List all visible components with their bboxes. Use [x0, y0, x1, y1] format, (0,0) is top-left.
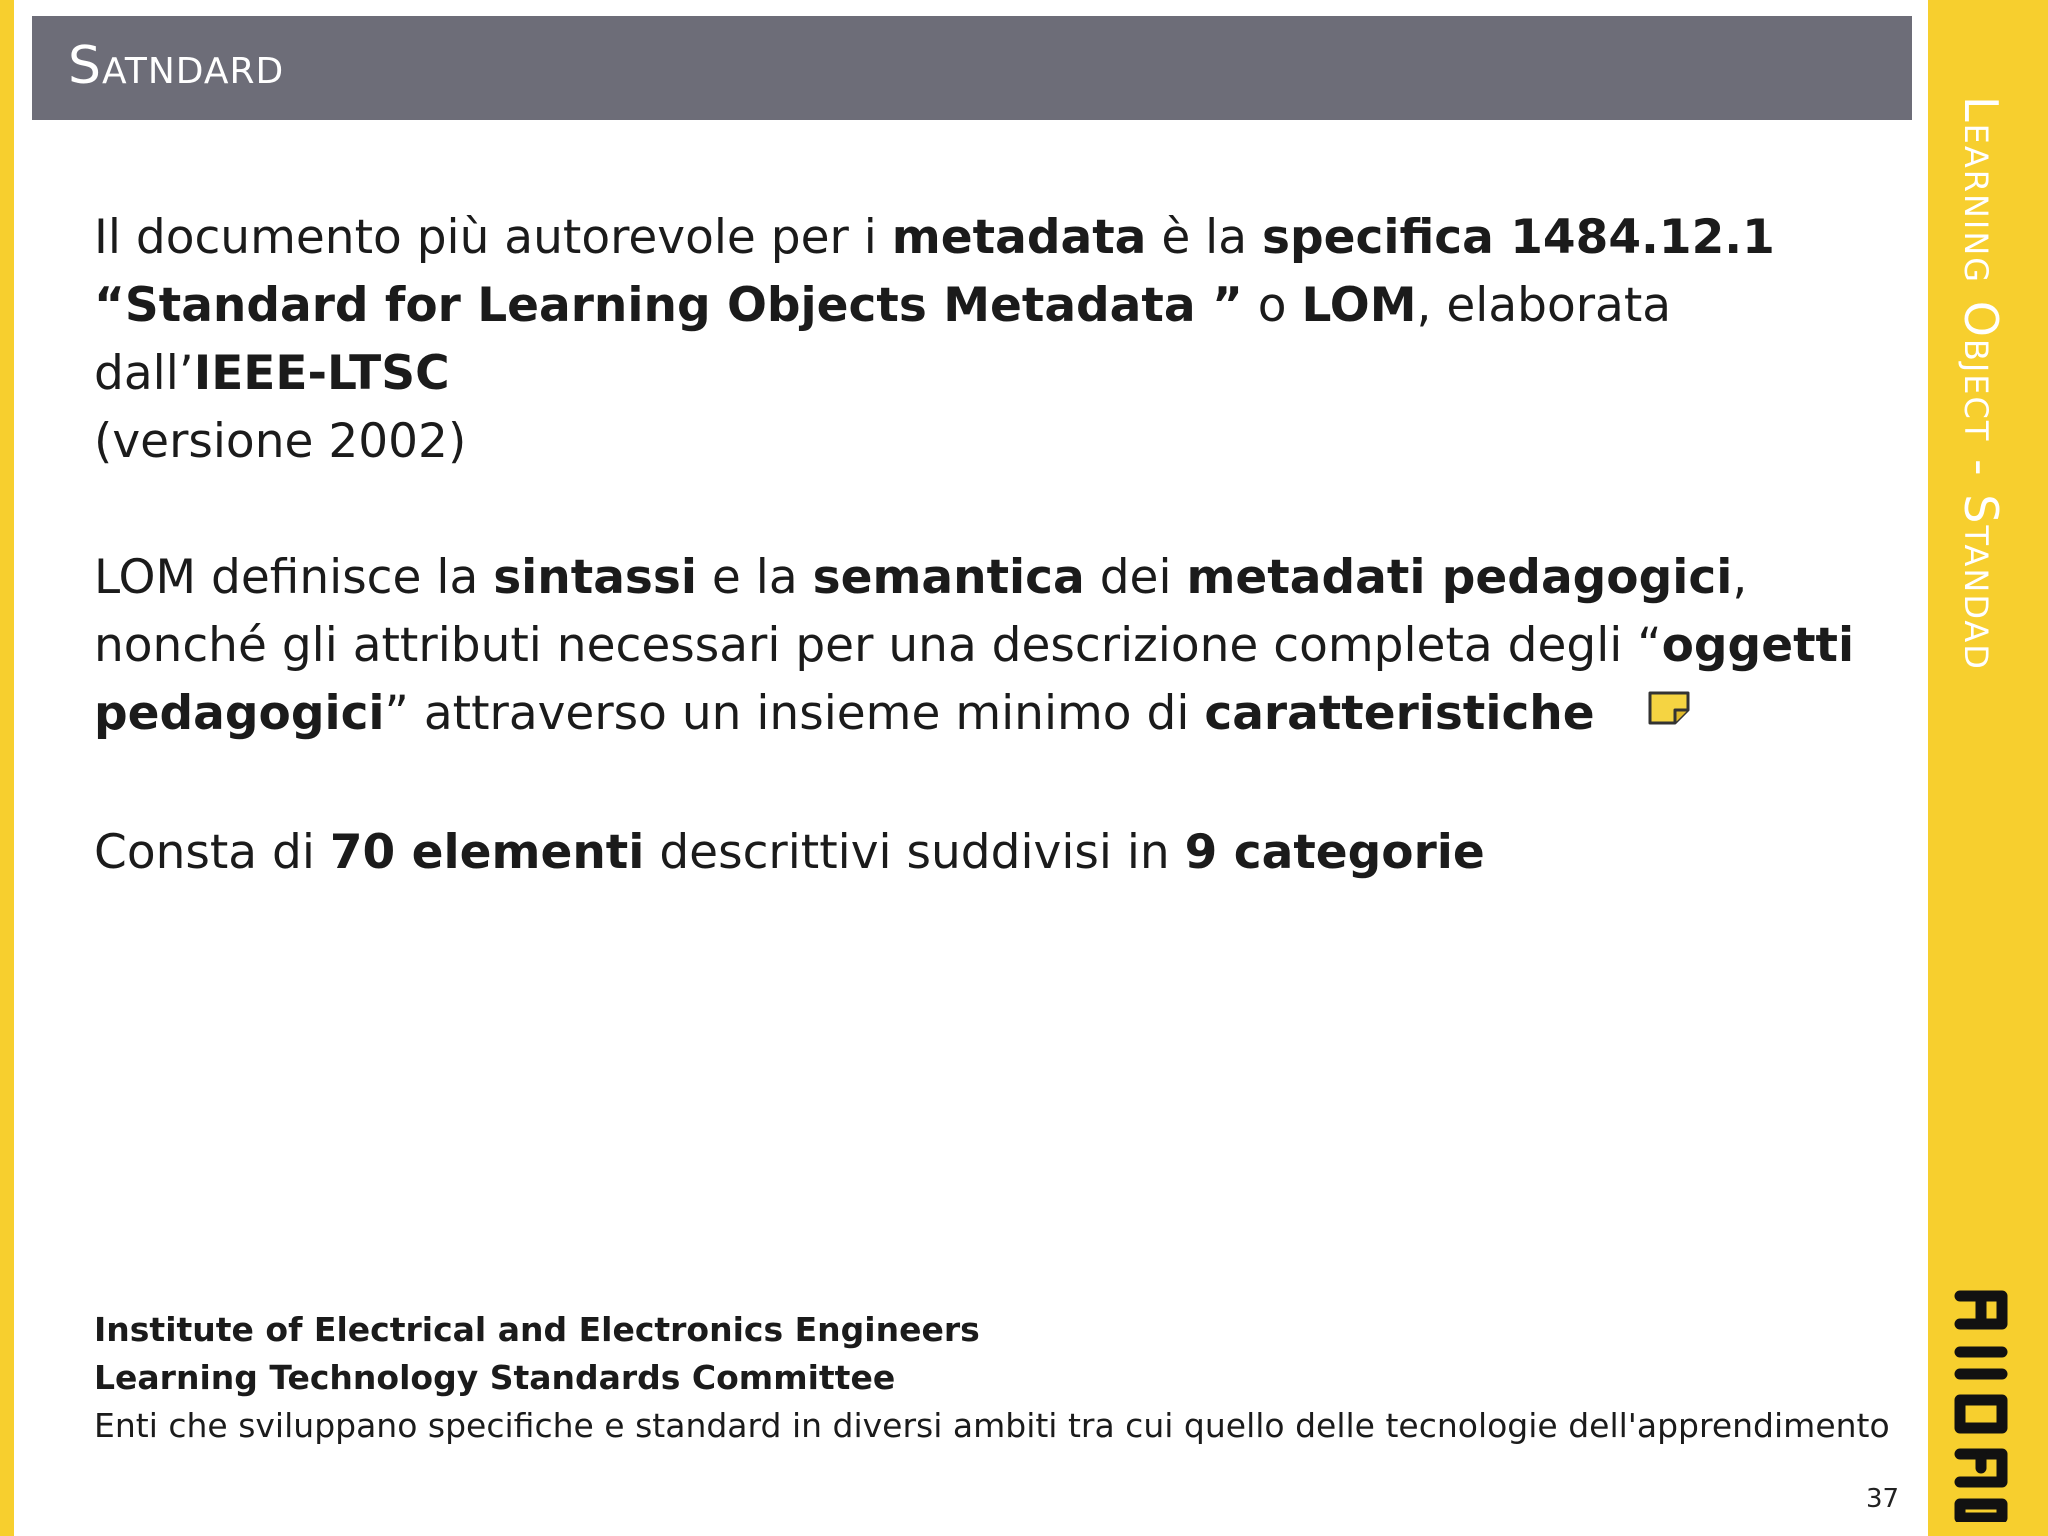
sidebar-section-label: Learning Object - Standad	[1954, 96, 2008, 671]
footnote-line: Learning Technology Standards Committee	[94, 1358, 896, 1397]
text-run: descrittivi suddivisi in	[644, 824, 1185, 880]
bold-run: 9 categorie	[1184, 824, 1485, 880]
text-run: Consta di	[94, 824, 330, 880]
bold-run: specifica 1484.12.1	[1261, 210, 1775, 265]
text-run: o	[1242, 278, 1302, 333]
text-run: (versione 2002)	[94, 414, 467, 469]
page-number: 37	[1866, 1484, 1900, 1514]
text-run: dei	[1084, 550, 1187, 605]
text-run: , elaborata dall’	[94, 278, 1672, 401]
bold-run: LOM	[1301, 278, 1417, 333]
paragraph-1	[94, 204, 1894, 476]
footnote-line: Institute of Electrical and Electronics Engineers	[94, 1310, 980, 1349]
slide-body	[94, 204, 1894, 887]
page-title: Satndard	[68, 36, 285, 96]
text-run: ” attraverso un insieme minimo di	[384, 686, 1205, 741]
slide	[14, 0, 1928, 1536]
bold-run: oggetti pedagogici	[94, 618, 1855, 741]
bold-run: IEEE-LTSC	[193, 346, 450, 401]
bold-run: metadata	[891, 210, 1147, 265]
title-bar	[32, 16, 1912, 120]
paragraph-3	[94, 819, 1894, 887]
text-run: è la	[1146, 210, 1262, 265]
footnote-line: Enti che sviluppano specifiche e standard in diversi ambiti tra cui quello delle tecnologie dell'apprendimento	[94, 1406, 1890, 1445]
bold-run: “Standard for Learning Objects Metadata ”	[94, 278, 1243, 333]
bold-run: semantica	[812, 550, 1085, 605]
text-run: e la	[696, 550, 813, 605]
bold-run: caratteristiche	[1204, 686, 1595, 741]
bold-run: metadati pedagogici	[1186, 550, 1733, 605]
text-run: LOM definisce la	[94, 550, 494, 605]
dida-logo	[1946, 1282, 2016, 1522]
paragraph-2	[94, 544, 1894, 751]
sticky-note-icon[interactable]	[1647, 677, 1691, 745]
bold-run: 70 elementi	[329, 824, 645, 880]
text-run: Il documento più autorevole per i	[94, 210, 892, 265]
text-run: , nonché gli attributi necessari per una descrizione completa degli “	[94, 550, 1748, 673]
footer-notes	[94, 1306, 1894, 1450]
bold-run: sintassi	[493, 550, 697, 605]
